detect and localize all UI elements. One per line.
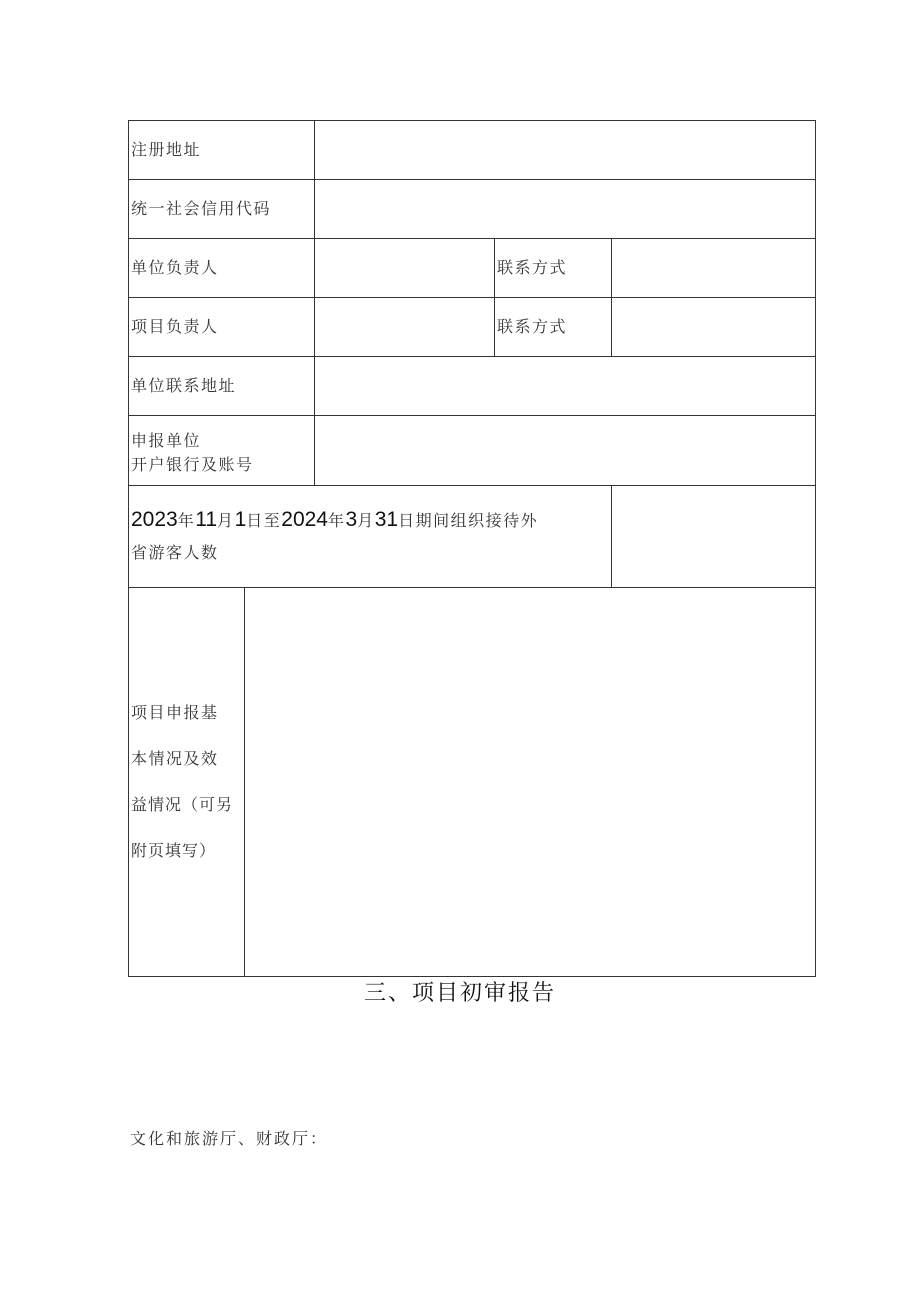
section-title: 三、项目初审报告 xyxy=(363,981,556,1006)
start-day: 1 xyxy=(234,508,247,531)
credit-code-label: 统一社会信用代码 xyxy=(129,180,315,239)
end-day: 31 xyxy=(374,508,399,531)
unit-contact-field[interactable] xyxy=(612,239,816,298)
visitor-count-field[interactable] xyxy=(612,486,816,588)
unit-head-label: 单位负责人 xyxy=(129,239,315,298)
row-unit-head xyxy=(129,239,816,298)
bank-account-label xyxy=(129,416,315,486)
project-contact-label: 联系方式 xyxy=(495,298,612,357)
credit-code-field[interactable] xyxy=(315,180,816,239)
registered-address-label: 注册地址 xyxy=(129,121,315,180)
row-project-head xyxy=(129,298,816,357)
visitor-count-label xyxy=(129,486,612,588)
project-info-field[interactable] xyxy=(245,588,816,977)
project-head-label: 项目负责人 xyxy=(129,298,315,357)
row-registered-address xyxy=(129,121,816,180)
project-info-line3: 益情况（可另 xyxy=(131,795,234,814)
unit-contact-label: 联系方式 xyxy=(495,239,612,298)
registered-address-field[interactable] xyxy=(315,121,816,180)
project-head-field[interactable] xyxy=(315,298,495,357)
end-month: 3 xyxy=(345,508,358,531)
bank-label-line1: 申报单位 xyxy=(131,430,202,450)
start-month: 11 xyxy=(195,508,218,531)
application-form-table xyxy=(128,120,816,977)
visitor-label-line2: 省游客人数 xyxy=(131,543,219,562)
unit-head-field[interactable] xyxy=(315,239,495,298)
bank-account-field[interactable] xyxy=(315,416,816,486)
project-info-line4: 附页填写） xyxy=(131,841,217,860)
addressee-line: 文化和旅游厅、财政厅： xyxy=(130,1129,329,1148)
unit-address-label: 单位联系地址 xyxy=(129,357,315,416)
row-visitor-count xyxy=(129,486,816,588)
project-info-line2: 本情况及效 xyxy=(131,749,219,768)
unit-address-field[interactable] xyxy=(315,357,816,416)
project-contact-field[interactable] xyxy=(612,298,816,357)
project-info-label xyxy=(129,588,245,977)
row-bank-account xyxy=(129,416,816,486)
project-info-line1: 项目申报基 xyxy=(131,703,219,722)
start-year: 2023 xyxy=(131,508,178,531)
row-credit-code xyxy=(129,180,816,239)
row-project-info xyxy=(129,588,816,977)
end-year: 2024 xyxy=(281,508,328,531)
bank-label-line2: 开户银行及账号 xyxy=(131,454,254,474)
visitor-label-line1: 2023年11月1日至2024年3月31日期间组织接待外 xyxy=(131,508,539,531)
row-unit-address xyxy=(129,357,816,416)
